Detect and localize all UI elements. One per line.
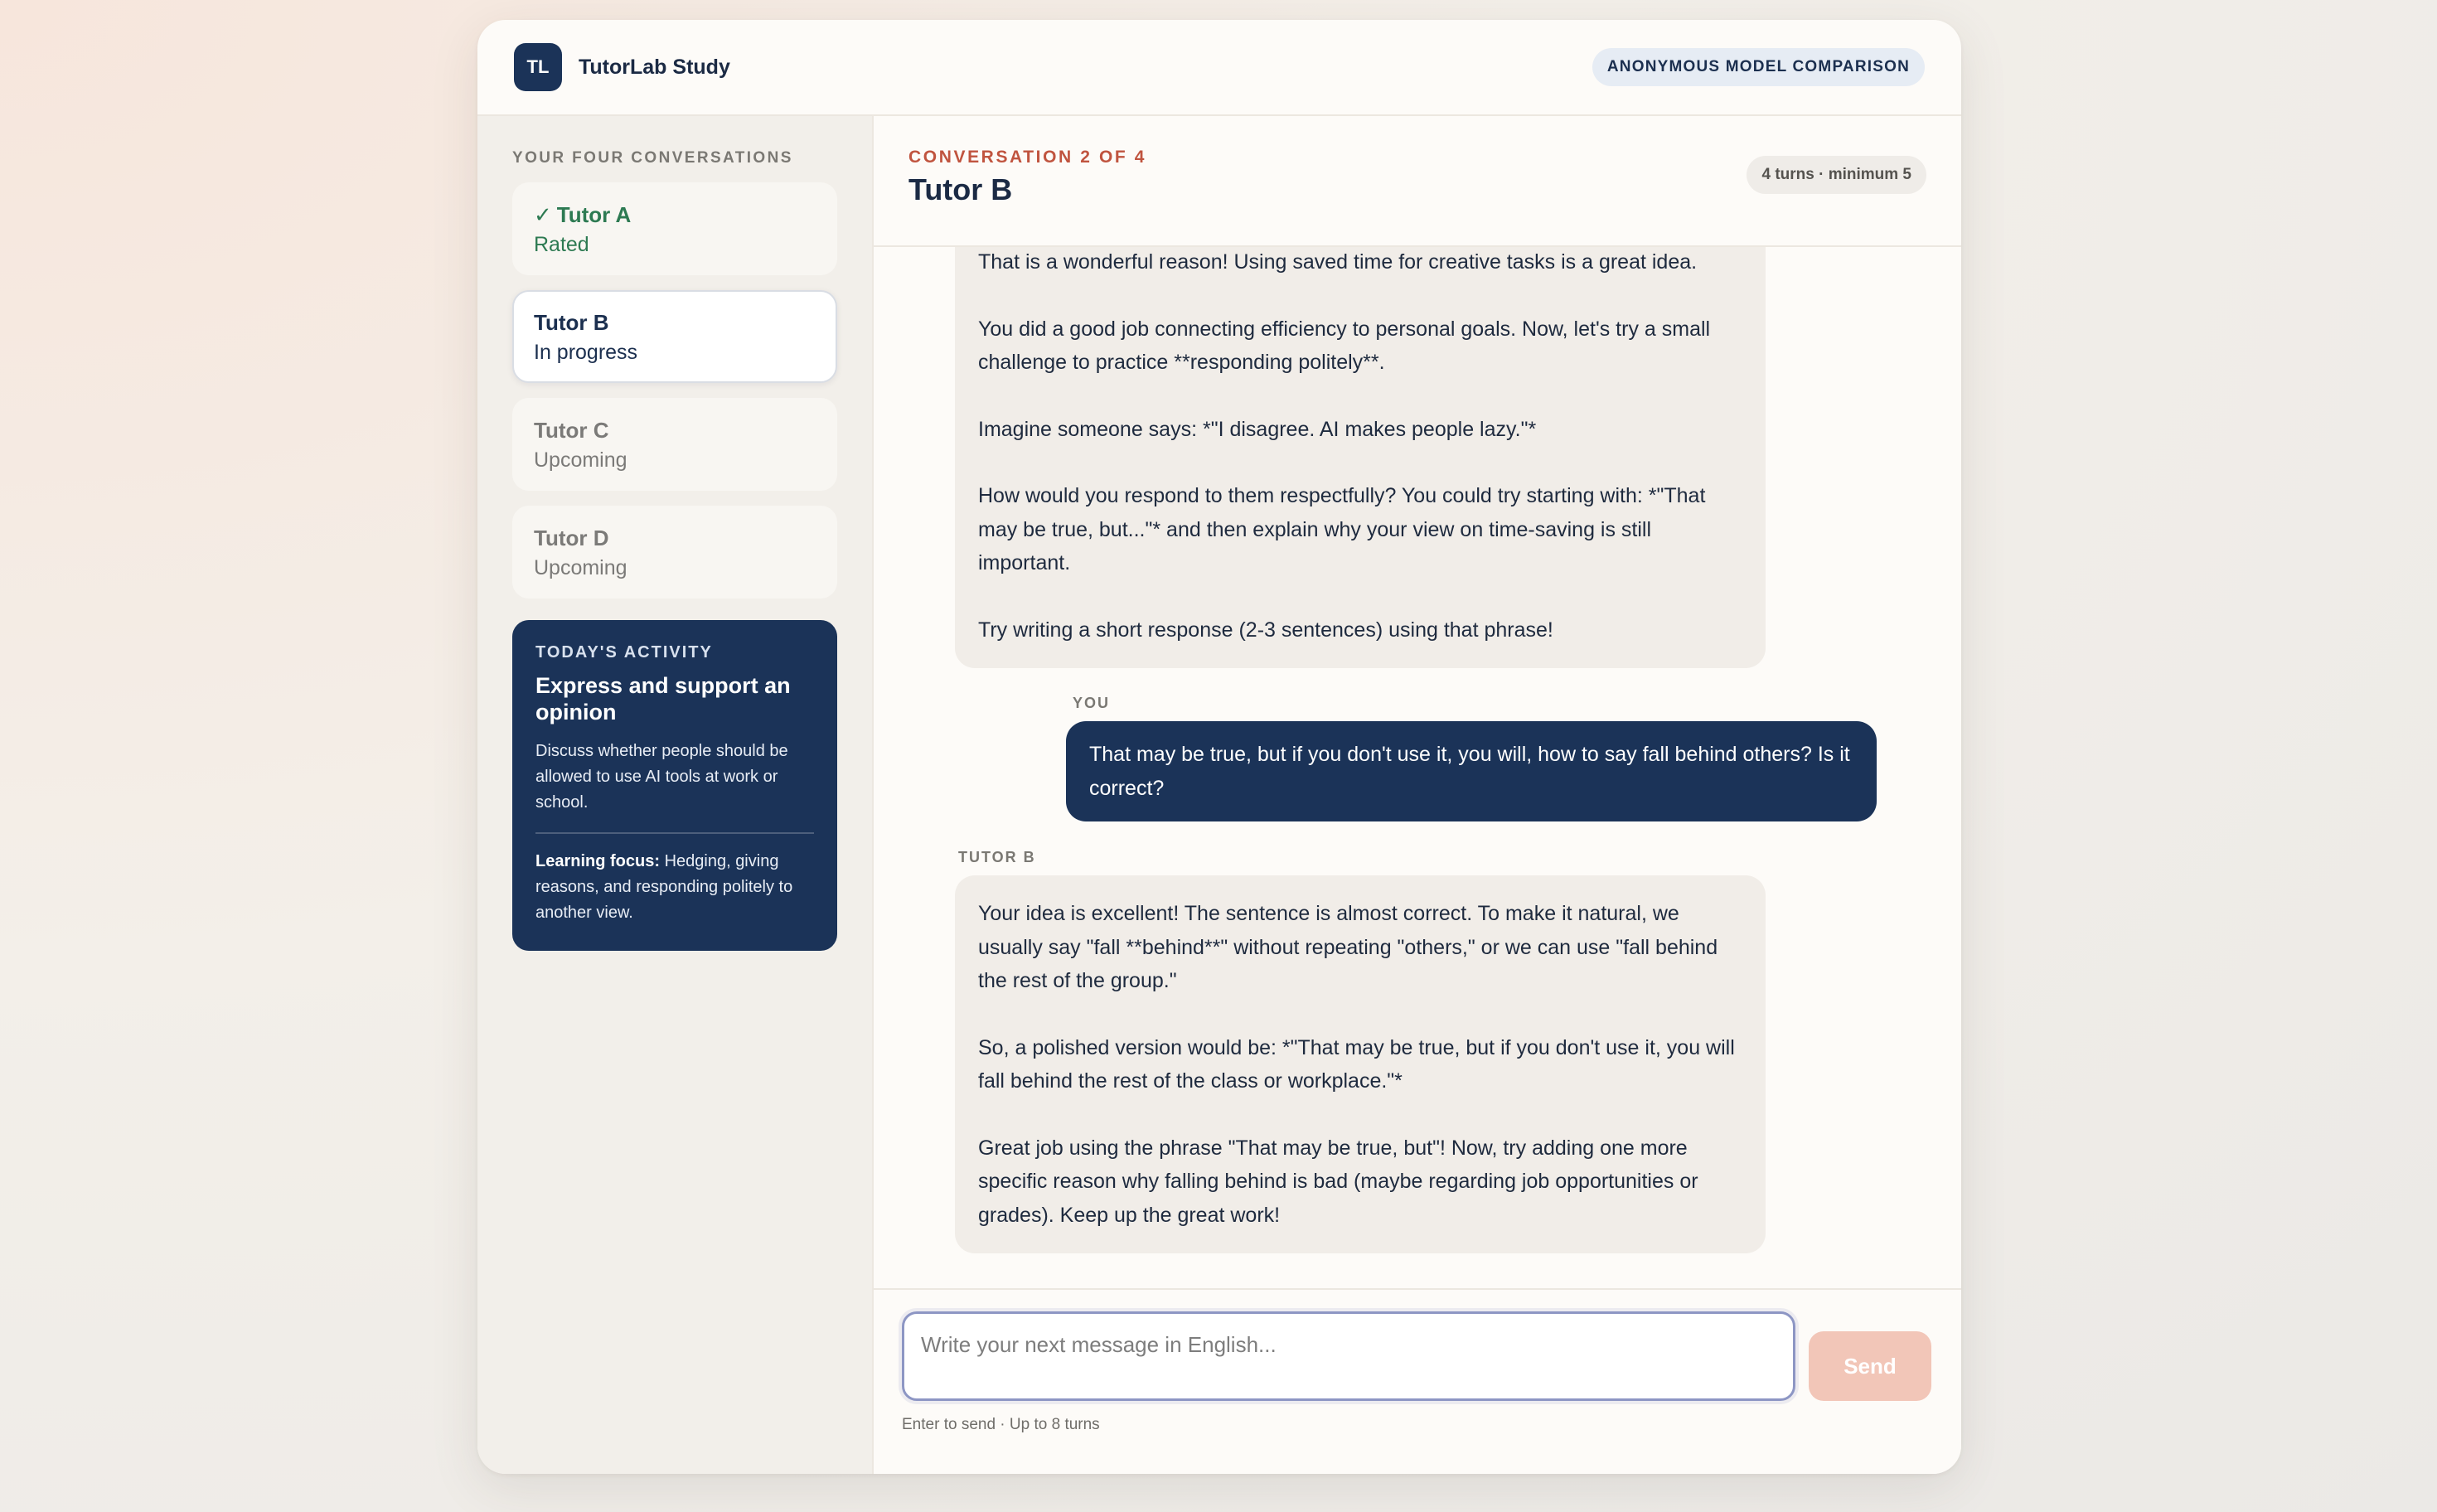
comparison-badge: ANONYMOUS MODEL COMPARISON	[1592, 48, 1925, 86]
app-title: TutorLab Study	[579, 55, 730, 79]
activity-card	[512, 620, 837, 951]
sidebar-item-tutor-a[interactable]	[512, 182, 837, 275]
sidebar	[477, 116, 874, 1474]
speaker-label-tutor: TUTOR B	[958, 849, 1036, 865]
tutor-message	[955, 875, 1766, 1253]
sidebar-title: YOUR FOUR CONVERSATIONS	[512, 149, 793, 167]
sidebar-item-tutor-c[interactable]	[512, 398, 837, 491]
message-paragraph: So, a polished version would be: *"That may be true, but if you don't use it, you will fall behind the rest of the class or workplace."*	[978, 1035, 1735, 1093]
learning-focus-text: Hedging, giving reasons, and responding politely to another view.	[535, 852, 793, 922]
message-paragraph: Imagine someone says: *"I disagree. AI makes people lazy."*	[978, 417, 1537, 441]
activity-description: Discuss whether people should be allowed to use AI tools at work or school.	[535, 742, 788, 812]
message-paragraph: Try writing a short response (2-3 sentences) using that phrase!	[978, 618, 1553, 642]
app-logo: TL	[514, 43, 562, 91]
conversation-panel	[874, 116, 1961, 1474]
message-input[interactable]	[902, 1311, 1795, 1401]
learning-focus	[535, 849, 814, 926]
conversation-counter: CONVERSATION 2 OF 4	[908, 148, 1147, 167]
sidebar-item-tutor-d[interactable]	[512, 506, 837, 598]
conversation-title: Tutor B	[908, 172, 1013, 206]
turns-badge: 4 turns · minimum 5	[1747, 156, 1926, 194]
speaker-label-you: YOU	[1073, 695, 1111, 711]
conversation-status: Upcoming	[534, 448, 627, 472]
sidebar-item-tutor-b[interactable]	[512, 290, 837, 383]
message-paragraph: How would you respond to them respectfully? You could try starting with: *"That may be true, but..."* and then explain why your view on time-saving is still important.	[978, 484, 1706, 574]
message-list[interactable]	[874, 247, 1961, 1285]
learning-focus-label: Learning focus:	[535, 852, 661, 870]
tutor-message	[955, 247, 1766, 668]
conversation-name: Tutor B	[534, 310, 609, 335]
composer-hint: Enter to send · Up to 8 turns	[902, 1416, 1100, 1433]
conversation-name: Tutor A	[556, 202, 632, 227]
message-composer	[874, 1288, 1961, 1474]
message-paragraph: That is a wonderful reason! Using saved time for creative tasks is a great idea.	[978, 250, 1698, 274]
send-button[interactable]: Send	[1809, 1331, 1931, 1401]
conversation-status: Rated	[534, 233, 589, 256]
user-message: That may be true, but if you don't use it, you will, how to say fall behind others? Is it correct?	[1066, 721, 1877, 821]
conversation-name: Tutor D	[534, 526, 609, 550]
conversation-status: Upcoming	[534, 556, 627, 579]
conversation-header	[874, 116, 1961, 247]
app-header	[477, 20, 1961, 116]
app-window	[477, 20, 1961, 1474]
conversation-status: In progress	[534, 341, 638, 364]
activity-label: TODAY'S ACTIVITY	[535, 643, 713, 662]
conversation-name: Tutor C	[534, 418, 609, 443]
check-icon: ✓	[534, 202, 552, 227]
activity-divider	[535, 832, 814, 834]
message-paragraph: You did a good job connecting efficiency to personal goals. Now, let's try a small challenge to practice **responding politely**.	[978, 317, 1711, 374]
activity-heading: Express and support an opinion	[535, 673, 791, 724]
message-paragraph: Your idea is excellent! The sentence is almost correct. To make it natural, we usually say "fall **behind**" without repeating "others," or we can use "fall behind the rest of the group."	[978, 902, 1718, 992]
message-paragraph: Great job using the phrase "That may be true, but"! Now, try adding one more specific reason why falling behind is bad (maybe regarding job opportunities or grades). Keep up the great work!	[978, 1136, 1698, 1227]
